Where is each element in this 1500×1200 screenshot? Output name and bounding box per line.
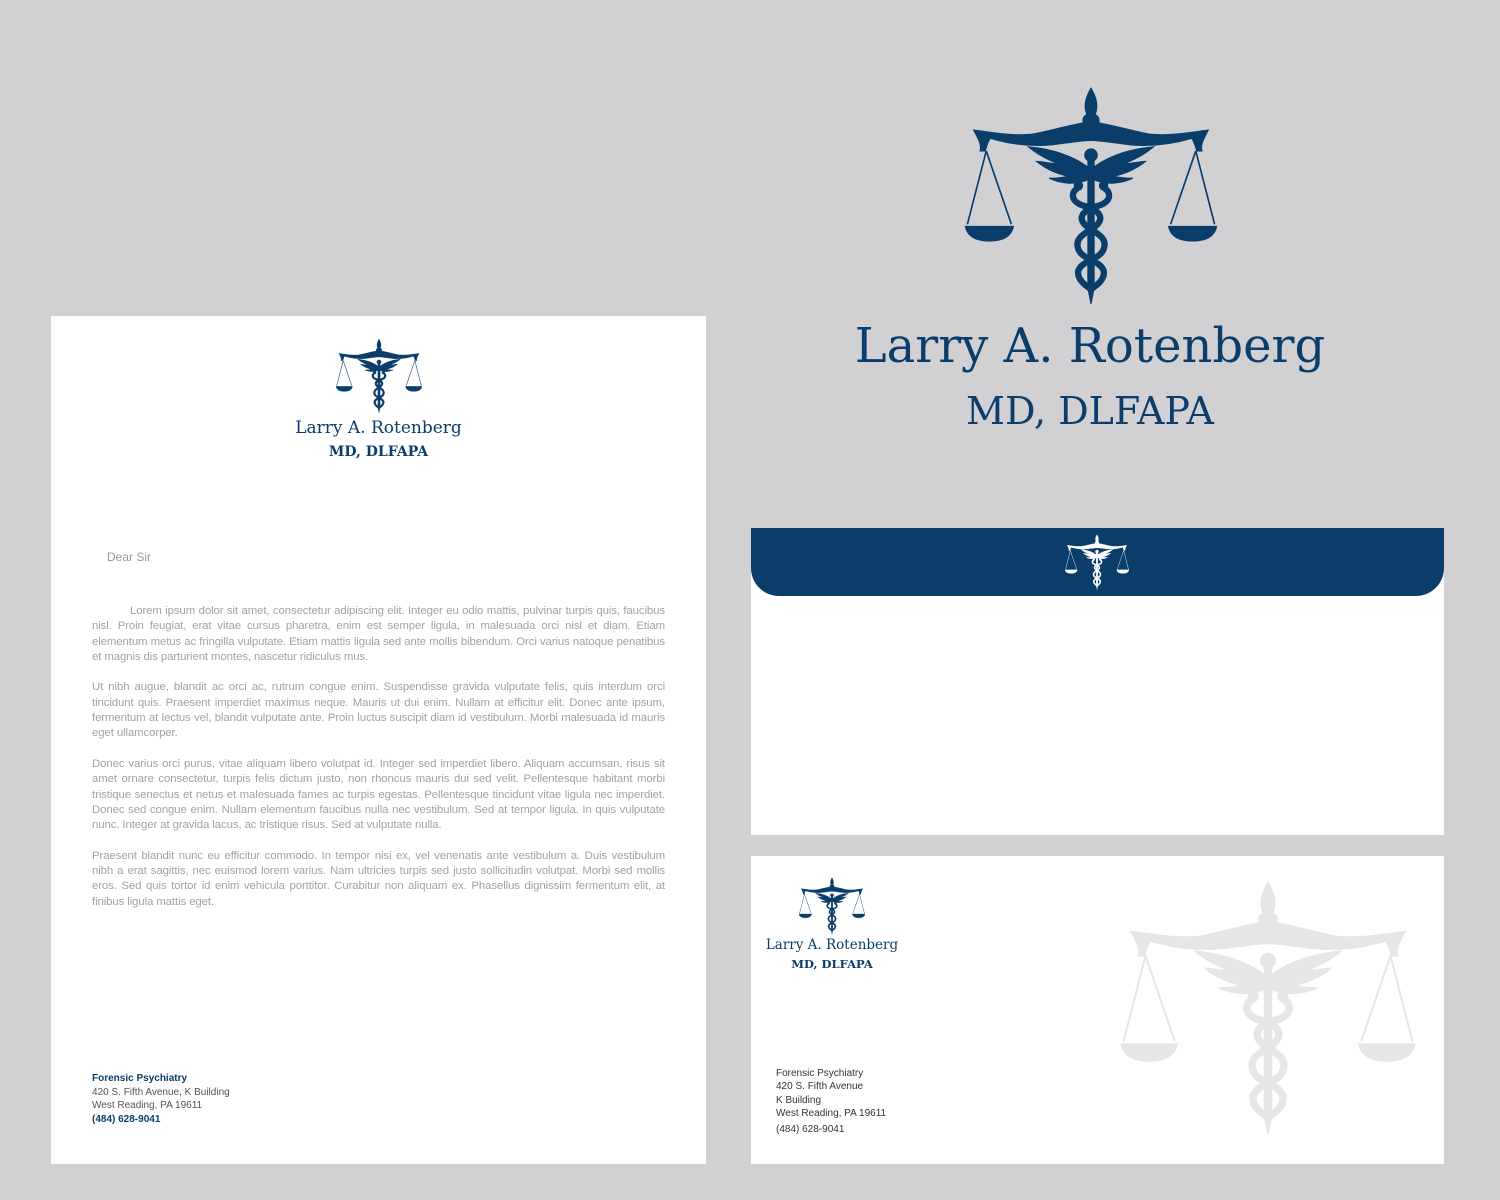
envelope-flap [751,528,1444,596]
letter-greeting: Dear Sir [107,550,152,564]
footer-address-line2: West Reading, PA 19611 [92,1100,203,1111]
card-credentials: MD, DLFAPA [791,957,873,971]
letter-paragraph: Praesent blandit nunc eu efficitur commodo. In tempor nisi ex, vel venenatis ante vestibulum a. Duis vestibulum nibh a erat sagittis, nec euismod lorem varius. Nam ultricies turpis sed justo sollicitudin volutpat. Morbi sed mollis eros. Sed quis tortor id enim vehicula porttitor. Curabitur non aliquam ex. Phasellus dignissim fermentum elit, at finibus ligula mattis eget. [92,849,665,908]
card-address-line2: K Building [776,1094,822,1106]
card-footer [776,1067,886,1136]
letter-paragraph: Ut nibh augue, blandit ac orci ac, rutrum congue enim. Suspendisse gravida vulputate felis, quis interdum orci tincidunt quis. Praesent imperdiet maximus neque. Mauris ut dui enim. Nullam at efficitur elit. Donec ante ipsum, fermentum at lectus vel, blandit vulputate ante. Proin luctus suscipit diam id vestibulum. Morbi malesuada id mauris eget ullamcorper. [92,681,665,740]
letterhead-name: Larry A. Rotenberg [295,418,462,438]
logo-scales-caduceus-envelope [1065,533,1129,591]
footer-address-line1: 420 S. Fifth Avenue, K Building [92,1086,230,1098]
letterhead-credentials: MD, DLFAPA [328,444,429,460]
logo-scales-caduceus-letterhead [336,338,422,414]
card-department: Forensic Psychiatry [776,1068,864,1079]
card-address-line1: 420 S. Fifth Avenue [776,1081,864,1093]
letter-paragraph: Donec varius orci purus, vitae aliquam libero volutpat id. Integer sed imperdiet libero. Aliquam accumsan, risus sit amet ornare consectetur, turpis felis dictum justo, non rhoncus mauris dui sed velit. Pellentesque habitant morbi tristique senectus et netus et malesuada fames ac turpis egestas. Pellentesque tincidunt vitae ligula nec imperdiet. Donec sed congue enim. Nullam elementum faucibus nulla nec vestibulum. Sed at tempor ligula. In quis vulputate nunc. Integer at gravida lacus, ac tristique risus. Sed at vulputate nulla. [92,757,665,832]
letterhead-sheet [51,316,706,1164]
card-address-line3: West Reading, PA 19611 [776,1107,887,1119]
letter-body [92,604,665,925]
letterhead-footer [92,1072,230,1126]
envelope [751,528,1444,835]
logo-watermark [1121,866,1415,1151]
card-name: Larry A. Rotenberg [765,937,899,953]
brand-name-large: Larry A. Rotenberg [854,318,1326,374]
footer-phone: (484) 628-9041 [92,1113,161,1125]
stationery-card [751,856,1444,1164]
card-phone: (484) 628-9041 [776,1124,845,1136]
brand-credentials-large: MD, DLFAPA [966,389,1214,433]
logo-scales-caduceus-card [799,876,865,936]
letter-paragraph: Lorem ipsum dolor sit amet, consectetur adipiscing elit. Integer eu odio mattis, pulvinar turpis quis, faucibus nisl. Proin feugiat, erat vitae cursus pharetra, enim est semper ligula, in malesuada orci nisl et diam. Etiam elementum metus ac fringilla vulputate. Etiam mattis ligula sed ante mollis bibendum. Orci varius natoque penatibus et magnis dis parturient montes, nascetur ridiculus mus. [92,605,665,663]
logo-scales-caduceus-large [960,86,1222,306]
footer-department: Forensic Psychiatry [92,1073,188,1084]
